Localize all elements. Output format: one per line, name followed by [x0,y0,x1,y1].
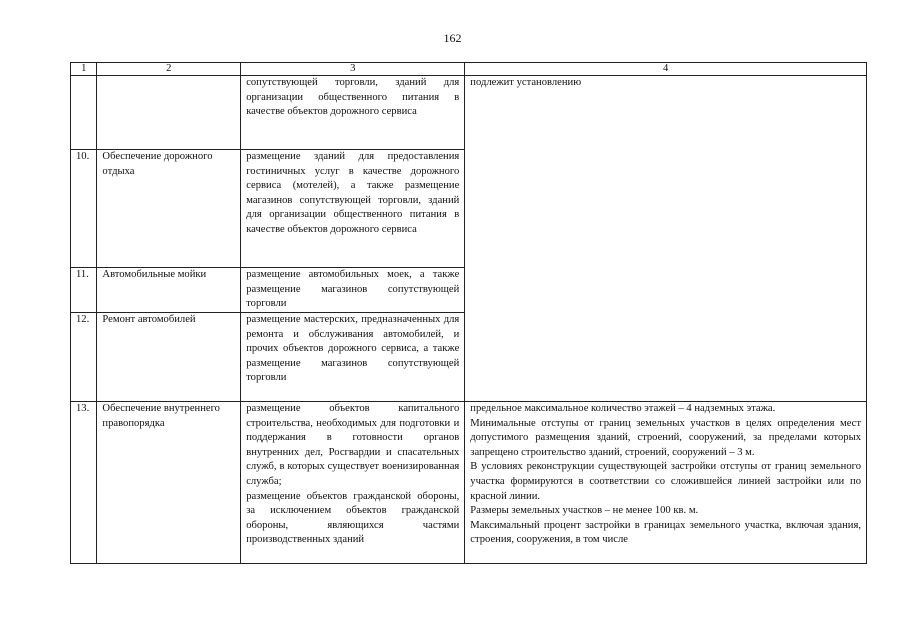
row-name: Ремонт автомобилей [97,313,241,402]
description-paragraph: размещение объектов капитального строительства, необходимых для подготовки и поддержания в готовности органов внутренних дел, Росгвардии и спасательных служб, в которых существует военизированная служба; [246,403,460,487]
row-number: 11. [71,268,97,313]
row-description: сопутствующей торговли, зданий для организации общественного питания в качестве объектов дорожного сервиса [241,76,465,150]
parameter-paragraph: предельное максимальное количество этажей – 4 надземных этажа. [470,403,776,414]
header-col-3: 3 [241,63,465,76]
row-name [97,76,241,150]
header-col-1: 1 [71,63,97,76]
row-name: Автомобильные мойки [97,268,241,313]
row-description: размещение зданий для предоставления гостиничных услуг в качестве дорожного сервиса (мотелей), а также размещение магазинов сопутствующей торговли, зданий для организации общественного питания в качестве объектов дорожного сервиса [241,150,465,268]
page-number: 162 [443,31,462,45]
table-row [71,402,867,564]
row-parameters [465,402,867,564]
header-col-2: 2 [97,63,241,76]
row-number [71,76,97,150]
row-number: 10. [71,150,97,268]
table-row [71,76,867,150]
description-paragraph: размещение объектов гражданской обороны, за исключением объектов гражданской обороны, являющихся частями производственных зданий [246,490,460,546]
row-description: размещение автомобильных моек, а также размещение магазинов сопутствующей торговли [241,268,465,313]
row-parameters: подлежит установлению [465,76,867,402]
parameter-paragraph: Максимальный процент застройки в границах земельного участка, включая здания, строения, сооружения, в том числе [470,519,861,546]
row-name: Обеспечение внутреннего правопорядка [97,402,241,564]
row-number: 12. [71,313,97,402]
row-number: 13. [71,402,97,564]
row-name: Обеспечение дорожного отдыха [97,150,241,268]
parameter-paragraph: Минимальные отступы от границ земельных участков в целях определения мест допустимого размещения зданий, строений, сооружений, за пределами которых запрещено строительство зданий, строений, сооружений – 3 м. [470,417,861,458]
table-header-row [71,63,867,76]
parameter-paragraph: Размеры земельных участков – не менее 100 кв. м. [470,505,699,517]
zoning-table [70,62,867,564]
row-description: размещение мастерских, предназначенных для ремонта и обслуживания автомобилей, и прочих объектов дорожного сервиса, а также размещение магазинов сопутствующей торговли [241,313,465,402]
header-col-4: 4 [465,63,867,76]
row-description [241,402,465,564]
parameter-paragraph: В условиях реконструкции существующей застройки отступы от границ земельного участка формируются в соответствии со сложившейся линией застройки или по красной линии. [470,461,861,502]
